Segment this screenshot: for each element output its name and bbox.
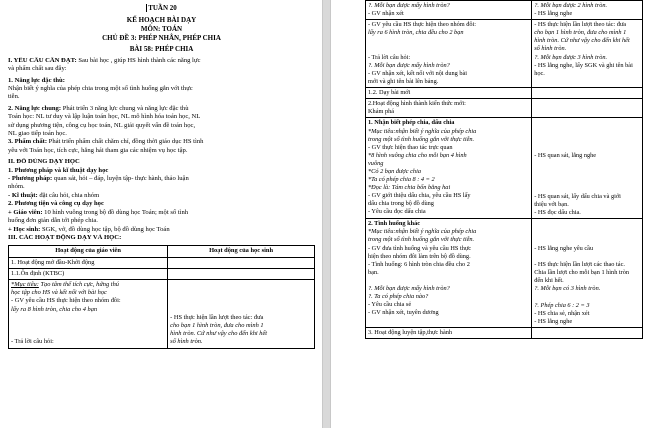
week-heading: TUẦN 20 — [148, 4, 177, 12]
section-1-title: I. YÊU CẦU CẦN ĐẠT: — [8, 56, 77, 64]
table-row — [9, 257, 315, 268]
document-page-2 — [330, 0, 650, 428]
subsection-2-line: 2. Năng lực chung: Phát triển 3 năng lực chung và năng lực đặc thù — [8, 104, 189, 112]
header-student: Hoạt động của học sinh — [168, 246, 315, 257]
table-header-row — [9, 246, 315, 257]
practice-cell: 3. Hoạt động luyện tập,thực hành — [366, 327, 532, 338]
table-row — [366, 20, 643, 88]
table-row — [9, 268, 315, 279]
student-activity-cell: - HS thực hiện lần lượt theo tác: đưa cho bạn 1 hình tròn, đưa cho mình 1 hình tròn. Cứ như vậy cho đến khi hết số hình tròn. ?. Mỗi bạn được 3 hình tròn. - HS lắng nghe, lấy SGK và ghi tên bài học. — [532, 20, 643, 88]
subsection-1-text-2: tiễn. — [8, 93, 20, 101]
plan-title: KẾ HOẠCH BÀI DẠY — [126, 16, 197, 25]
subsection-1-title: 1. Năng lực đặc thù: — [8, 76, 65, 84]
table-row — [366, 1, 643, 20]
method-line: - Phương pháp: quan sát, hỏi – đáp, luyện tập- thực hành, thảo luận — [8, 175, 189, 183]
empty-cell — [168, 268, 315, 279]
subsection-2-text: NL giao tiếp toán học. — [8, 130, 67, 138]
subject-title: MÔN: TOÁN — [140, 25, 183, 33]
table-row — [366, 327, 643, 338]
page-2-content — [365, 0, 643, 339]
table-row — [366, 219, 643, 328]
topic-title: CHỦ ĐỀ 3: PHÉP NHÂN, PHÉP CHIA — [102, 33, 221, 42]
empty-cell — [532, 327, 643, 338]
activity-table-page-1 — [8, 245, 315, 348]
lesson-title: BÀI 58: PHÉP CHIA — [129, 45, 194, 54]
page-gutter — [323, 0, 330, 428]
table-row — [366, 99, 643, 118]
method-line-2: nhóm. — [8, 183, 25, 191]
empty-cell — [532, 88, 643, 99]
subsection-3-text: yêu với Toán học, tích cực, hăng hái tham gia các nhiệm vụ học tập. — [8, 146, 188, 154]
teacher-materials-line-2: huống đơn giản dẫn tới phép chia. — [8, 217, 98, 225]
page-1-content — [8, 4, 315, 349]
objective-line: *Mục tiêu: Tạo tâm thế tích cực, hứng thú — [11, 280, 119, 288]
section-1-line: I. YÊU CẦU CẦN ĐẠT: Sau bài học , giúp HS hình thành các năng lực — [8, 56, 201, 64]
header-teacher: Hoạt động của giáo viên — [9, 246, 168, 257]
subsection-1-text: Nhận biết ý nghĩa của phép chia trong một số tình huống gắn với thực — [8, 85, 193, 92]
student-activity-cell: ?. Mỗi bạn được 2 hình tròn. - HS lắng nghe — [532, 1, 643, 20]
subsection-2-text: sử dụng phương tiện, công cụ học toán, NL giải quyết vấn đề toán học, — [8, 121, 196, 129]
section-2-title: II. ĐỒ DÙNG DẠY HỌC — [8, 158, 80, 166]
technique-line: - Kĩ thuật: đặt câu hỏi, chia nhóm — [8, 191, 100, 199]
empty-cell — [532, 99, 643, 118]
document-page-1 — [0, 0, 323, 428]
subsection-2-text: Toán học: NL tư duy và lập luận toán học, NL mô hình hóa toán học, NL — [8, 113, 201, 121]
student-activity-cell: - HS lắng nghe yêu cầu - HS thực hiện lần lượt các thao tác. Chia lần lượt cho mỗi bạn 1 hình tròn đến khi hết. ?. Mỗi bạn có 3 hình tròn. ?. Phép chia 6 : 2 = 3 - HS chia sẻ, nhận xét - HS lắng nghe — [532, 219, 643, 328]
section-3-title: III. CÁC HOẠT ĐỘNG DẠY VÀ HỌC: — [8, 233, 122, 241]
teacher-activity-cell: ?. Mỗi bạn được mấy hình tròn? - GV nhận xét — [366, 1, 532, 20]
activity-table-page-2 — [365, 0, 643, 339]
section-2-sub-2: 2. Phương tiện và công cụ dạy học — [8, 200, 104, 208]
student-activity-cell: - HS thực hiện lần lượt theo tác: đưa cho bạn 1 hình tròn, đưa cho mình 1 hình tròn. Cứ như vậy cho đến khi hết số hình tròn. — [168, 279, 315, 348]
subsection-3-title: 3. Phẩm chất: — [8, 138, 48, 146]
activity-start-cell: 1. Hoạt động mở đầu-Khởi động — [9, 257, 168, 268]
subsection-3-line: 3. Phẩm chất: Phát triển phẩm chất chăm chỉ, đồng thời giáo dục HS tình — [8, 138, 204, 146]
table-row — [366, 118, 643, 219]
table-row — [9, 279, 315, 348]
section-1-line-2: và phẩm chất sau đây: — [8, 65, 67, 73]
subsection-2-title: 2. Năng lực chung: — [8, 104, 62, 112]
teacher-activity-cell: 1. Nhận biết phép chia, dấu chia *Mục tiêu:nhận biết ý nghĩa của phép chia trong một số tình huống gắn với thực tiễn. - GV thực hiện thao tác trực quan *8 hình vuông chia cho mỗi bạn 4 hình vuông *Có 2 bạn được chia *Ta có phép chia 8 : 4 = 2 *Đọc là: Tám chia bốn bằng hai - GV giới thiệu dấu chia, yêu cầu HS lấy dấu chia trong bộ đồ dùng - Yêu cầu đọc dấu chia — [366, 118, 532, 219]
new-lesson-cell: 1.2. Dạy bài mới — [366, 88, 532, 99]
empty-cell — [168, 257, 315, 268]
discovery-cell: 2.Hoạt động hình thành kiến thức mới: Khám phá — [366, 99, 532, 118]
teacher-activity-cell: - GV yêu cầu HS thực hiện theo nhóm đôi: lấy ra 6 hình tròn, chia đều cho 2 bạn - Trả lời câu hỏi: ?. Mỗi bạn được mấy hình tròn? - GV nhận xét, kết nối với nội dung bài mới và ghi tên bài lên bảng. — [366, 20, 532, 88]
student-materials-line: + Học sinh: SGK, vở, đồ dùng học tập, bộ đồ dùng học Toán — [8, 225, 170, 233]
student-activity-cell: - HS quan sát, lắng nghe - HS quan sát, lấy dấu chia và giới thiệu với bạn. - HS đọc dấu chia. — [532, 118, 643, 219]
teacher-materials-line: + Giáo viên: 10 hình vuông trong bộ đồ dùng học Toán; một số tình — [8, 208, 189, 216]
table-row — [366, 88, 643, 99]
section-2-sub-1: 1. Phương pháp và kĩ thuật dạy học — [8, 166, 109, 174]
teacher-activity-cell: 2. Tình huống khác *Mục tiêu:nhận biết ý nghĩa của phép chia trong một số tình huống gắn với thực tiễn. - GV đưa tình huống và yêu cầu HS thực hiện theo nhóm đôi làm trên bộ đồ dùng. - Tình huống: 6 hình tròn chia đều cho 2 bạn. ?. Mỗi bạn được mấy hình tròn? ?. Ta có phép chia nào? - Yêu cầu chia sẻ - GV nhận xét, tuyên dương — [366, 219, 532, 328]
stabilize-cell: 1.1.Ôn định (KTBC) — [9, 268, 168, 279]
teacher-activity-cell: *Mục tiêu: Tạo tâm thế tích cực, hứng thú học tập cho HS và kết nối với bài học - GV yêu cầu HS thực hiện theo nhóm đôi: lấy ra 8 hình tròn, chia cho 4 bạn - Trả lời câu hỏi: — [9, 279, 168, 348]
